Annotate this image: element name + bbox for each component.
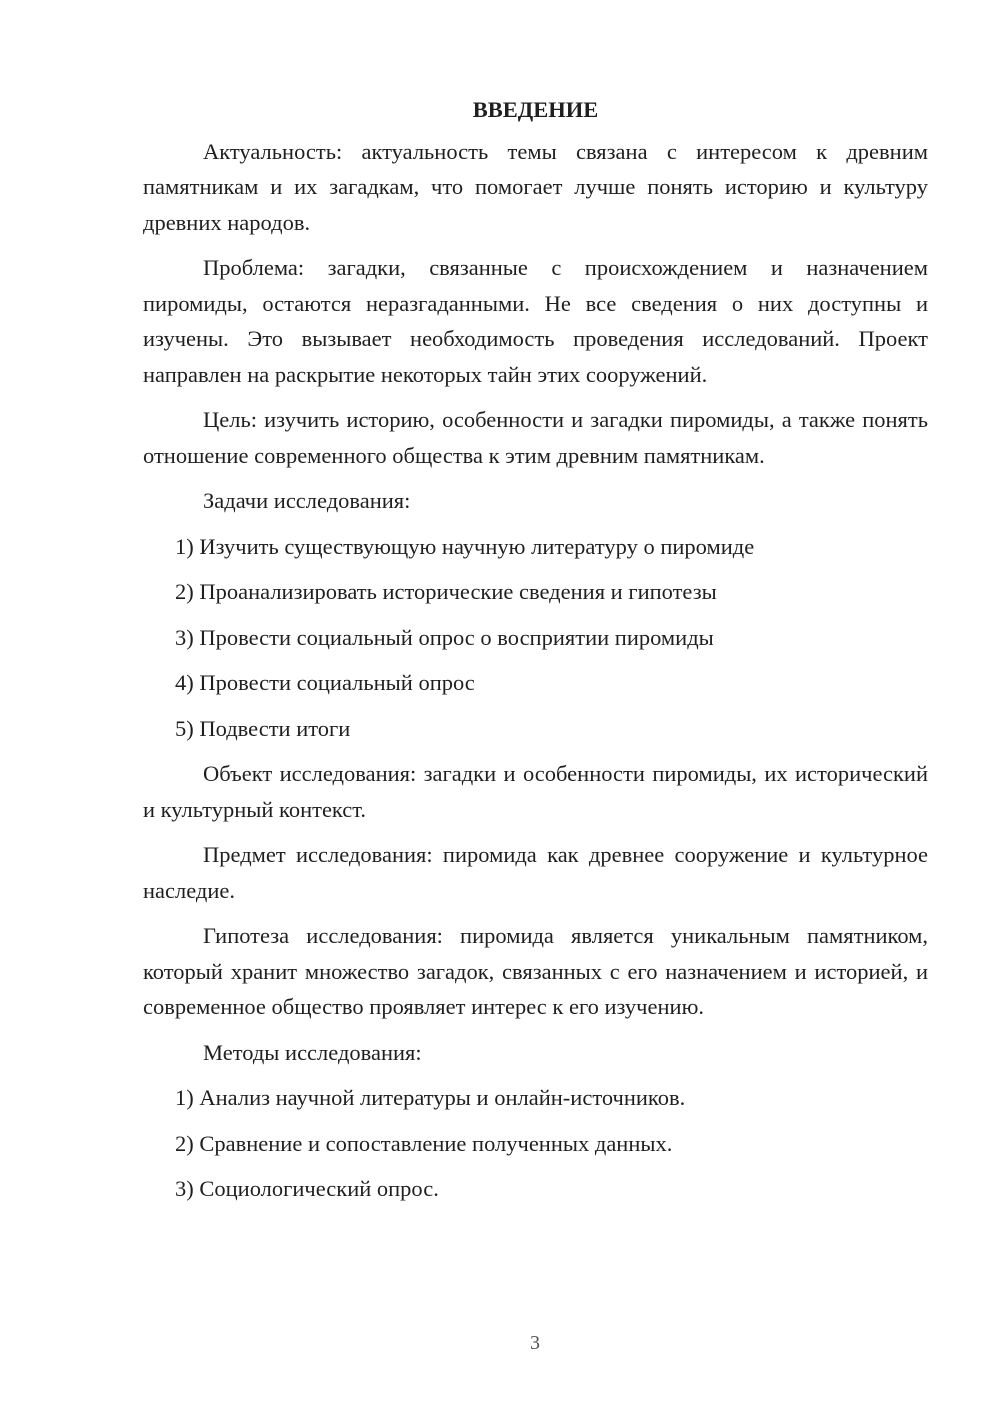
list-item: 1) Изучить существующую научную литературу о пиромиде (175, 533, 755, 559)
list-item: 1) Анализ научной литературы и онлайн-источников. (175, 1085, 686, 1110)
list-item: 3) Провести социальный опрос о восприятии пиромиды (175, 624, 714, 650)
tasks-list (143, 529, 928, 747)
list-item: 3) Социологический опрос. (175, 1176, 439, 1201)
document-page (143, 92, 928, 1217)
list-item: 4) Провести социальный опрос (175, 670, 475, 695)
relevance-paragraph: Актуальность: актуальность темы связана с интересом к древним памятникам и их загадкам, что помогает лучше понять историю и культуру древних народов. (143, 138, 928, 235)
subject-paragraph: Предмет исследования: пиромида как древнее сооружение и культурное наследие. (143, 842, 928, 903)
hypothesis-paragraph: Гипотеза исследования: пиромида является уникальным памятником, который хранит множество загадок, связанных с его назначением и историей, и современное общество проявляет интерес к его изучению. (143, 923, 928, 1019)
tasks-heading: Задачи исследования: (203, 488, 411, 513)
problem-paragraph: Проблема: загадки, связанные с происхождением и назначением пиромиды, остаются неразгаданными. Не все сведения о них доступны и изучены. Это вызывает необходимость проведения исследований. Проект направлен на раскрытие некоторых тайн этих сооружений. (143, 255, 928, 387)
list-item: 5) Подвести итоги (175, 715, 351, 741)
list-item: 2) Сравнение и сопоставление полученных данных. (175, 1130, 673, 1156)
methods-heading: Методы исследования: (203, 1039, 422, 1065)
object-paragraph: Объект исследования: загадки и особенности пиромиды, их исторический и культурный контекст. (143, 761, 928, 822)
methods-list (143, 1080, 928, 1207)
list-item: 2) Проанализировать исторические сведения и гипотезы (175, 579, 717, 604)
page-number: 3 (530, 1332, 540, 1354)
document-title: ВВЕДЕНИЕ (472, 97, 599, 122)
goal-paragraph: Цель: изучить историю, особенности и загадки пиромиды, а также понять отношение современного общества к этим древним памятникам. (143, 407, 928, 468)
